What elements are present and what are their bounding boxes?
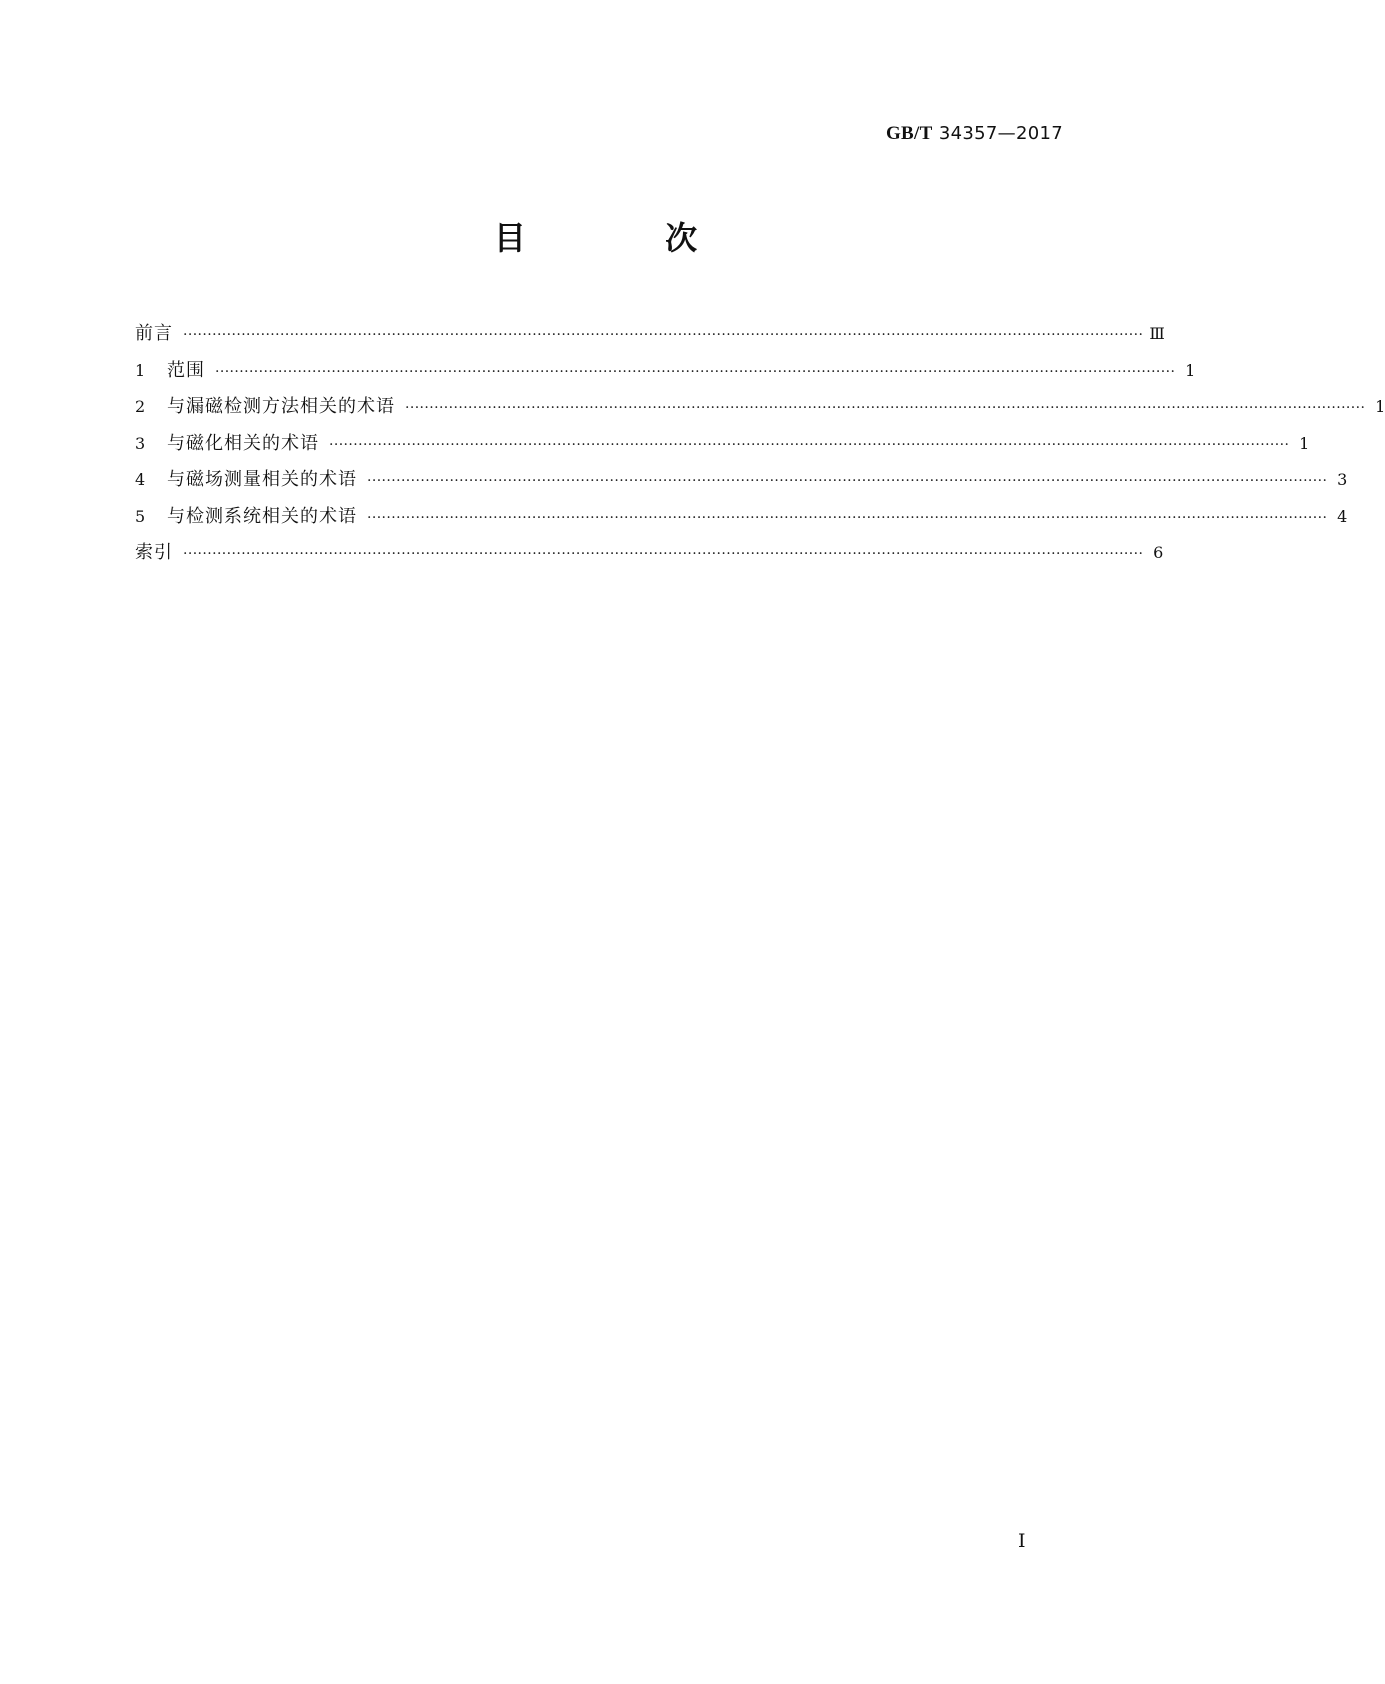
toc-entry-section-2[interactable] (135, 395, 1385, 432)
standard-prefix: GB/T (885, 123, 933, 144)
standard-number: 34357—2017 (938, 123, 1063, 144)
toc-entry-title: 范围 (167, 359, 205, 381)
toc-leader-dots: ······································································································································································································ (367, 473, 1328, 489)
toc-entry-page: 3 (1337, 470, 1348, 489)
toc-entry-section-4[interactable] (135, 468, 1348, 505)
toc-leader-dots: ······································································································································································································ (215, 363, 1176, 380)
toc-leader-dots: ······································································································································································································ (405, 400, 1366, 416)
toc-entry-section-3[interactable] (135, 432, 1310, 469)
toc-entry-title: 索引 (135, 542, 173, 563)
toc-leader-dots: ······································································································································································································ (183, 546, 1144, 562)
toc-entry-title: 与磁场测量相关的术语 (167, 469, 357, 490)
toc-entry-title: 与磁化相关的术语 (167, 432, 319, 454)
toc-entry-number: 3 (135, 433, 146, 453)
page-number: Ⅰ (1018, 1530, 1026, 1552)
toc-entry-number: 5 (135, 506, 146, 526)
page-title: 目 次 (493, 219, 762, 257)
toc-leader-dots: ······································································································································································································ (183, 327, 1144, 343)
toc-entry-scope[interactable] (135, 359, 1196, 396)
toc-entry-number: 4 (135, 470, 146, 489)
toc-entry-title: 前言 (135, 323, 173, 344)
standard-code (886, 122, 1063, 145)
toc-entry-title: 与漏磁检测方法相关的术语 (167, 396, 395, 417)
toc-leader-dots: ······································································································································································································ (329, 436, 1290, 453)
toc-entry-page: 1 (1375, 397, 1385, 416)
toc-entry-page: 1 (1299, 433, 1310, 453)
toc-entry-number: 1 (135, 360, 146, 380)
toc-entry-page: Ⅲ (1149, 324, 1165, 343)
toc-entry-number: 2 (135, 397, 146, 416)
toc-entry-title: 与检测系统相关的术语 (167, 505, 357, 527)
toc-entry-page: 6 (1153, 543, 1164, 562)
toc-entry-page: 1 (1185, 360, 1196, 380)
toc-entry-section-5[interactable] (135, 505, 1348, 542)
toc-entry-page: 4 (1337, 506, 1348, 526)
table-of-contents (135, 322, 1385, 578)
toc-entry-foreword[interactable] (135, 322, 1165, 359)
toc-leader-dots: ······································································································································································································ (367, 509, 1328, 526)
toc-entry-index[interactable] (135, 541, 1164, 578)
